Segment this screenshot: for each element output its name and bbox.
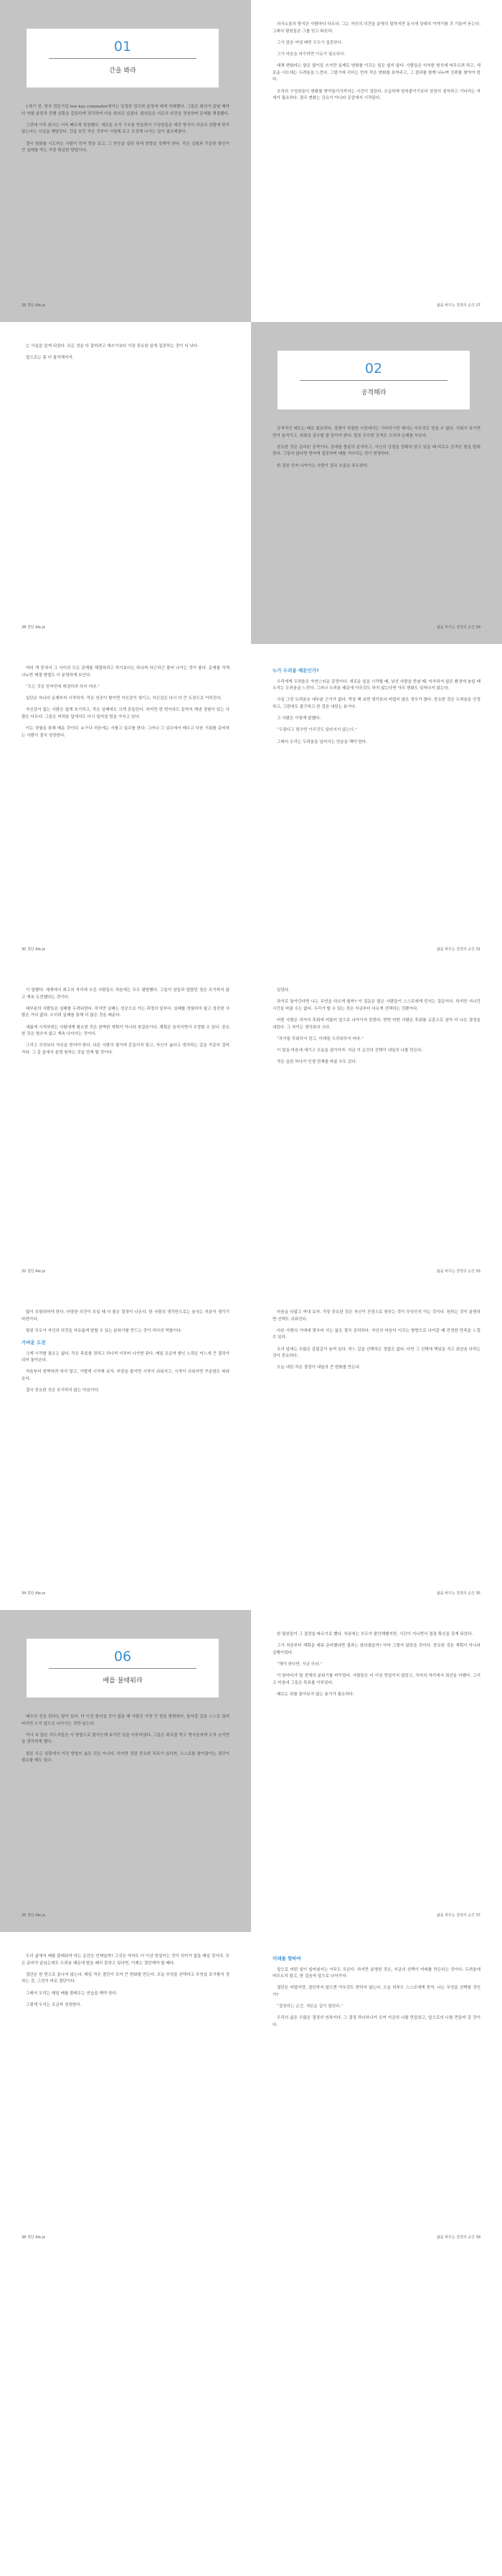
page-body — [22, 666, 229, 744]
chapter-title: 배를 불태워라 — [103, 1677, 143, 1685]
chapter-number: 01 — [113, 39, 132, 55]
chapter-title: 간을 봐라 — [109, 67, 136, 75]
chapter-divider — [300, 380, 447, 381]
page-body — [22, 104, 229, 159]
paragraph: 오늘 내린 작은 결정이 내일의 큰 변화를 만든다. — [277, 1365, 361, 1370]
page-footer: 28 결단 Ale.jo — [22, 625, 46, 630]
paragraph: 우리의 삶은 수많은 결정의 연속이다. 그 결정 하나하나가 모여 지금의 나를 만들었고, 앞으로의 나를 만들어 갈 것이다. — [273, 2016, 480, 2027]
page-31 — [251, 644, 502, 966]
paragraph: 때로는 뒤를 돌아보지 않는 용기가 필요하다. — [277, 1692, 354, 1697]
paragraph: 우리 삶에서 배를 불태워야 하는 순간은 언제일까? 그것은 아마도 더 이상 망설이는 것이 의미가 없을 때일 것이다. 모든 준비가 끝났는데도 두려움 때문에 발을 떼지 못하고 있다면, 이제는 결단해야 할 때다. — [22, 1954, 229, 1966]
page-body — [273, 1310, 480, 1377]
page-body — [273, 426, 480, 475]
paragraph: 이 말을 마음에 새기고 오늘을 살아가자. 지금 이 순간의 선택이 내일의 나를 만든다. — [277, 1048, 423, 1053]
paragraph: 결단은 어렵지만, 결단하지 않으면 아무것도 변하지 않는다. 오늘 하루도 스스로에게 묻자. 나는 무엇을 선택할 것인가? — [273, 1986, 480, 1997]
page-30 — [0, 644, 251, 966]
page-footer: 36 결단 Ale.jo — [22, 1913, 46, 1918]
paragraph: 우리에게 두려움은 자연스러운 감정이다. 새로운 일을 시작할 때, 낯선 사람을 만날 때, 익숙하지 않은 환경에 놓일 때 우리는 두려움을 느낀다. 그러나 두려움 때문에 아무것도 하지 않는다면 아무 변화도 일어나지 않는다. — [273, 679, 480, 691]
paragraph: 의사소통의 방식은 사람마다 다르다. 그는 자신의 의견을 분명히 말하지만 동시에 상대의 이야기를 귀 기울여 듣는다. 그래서 팀원들은 그를 믿고 따른다. — [273, 22, 480, 34]
paragraph: 그래서 우리는 매일 배를 불태우는 연습을 해야 한다. — [26, 1991, 118, 1996]
page-28 — [0, 322, 251, 644]
page-32 — [0, 966, 251, 1288]
page-33 — [251, 966, 502, 1288]
paragraph: 이는 경험을 통해 배운 것이다. 누구나 처음에는 서툴고 실수를 한다. 그러나 그 실수에서 배우고 다음 기회를 준비하는 사람이 결국 성장한다. — [22, 726, 229, 738]
paragraph: 처음부터 완벽하려 하지 말고, 가볍게 시작해 보자. 부담을 줄이면 시작이 쉬워지고, 시작이 쉬워지면 꾸준함도 따라온다. — [22, 1370, 229, 1381]
page-26 — [0, 0, 251, 322]
paragraph: 그가 말을 꺼낼 때면 모두가 집중한다. — [277, 40, 343, 45]
page-footer: 삶을 바꾸는 결정의 순간 27 — [436, 303, 480, 308]
page-footer: 삶을 바꾸는 결정의 순간 31 — [436, 947, 480, 952]
paragraph: 한 걸음 먼저 나아가는 사람이 결국 흐름을 주도한다. — [277, 463, 369, 468]
paragraph: 그렇게 우리는 조금씩 성장한다. — [26, 2002, 82, 2007]
paragraph: 물론 모든 상황에서 이런 방법이 옳은 것은 아니다. 하지만 정말 중요한 목표가 있다면, 스스로를 몰아붙이는 결단이 필요할 때도 있다. — [22, 1751, 229, 1763]
paragraph: 여러 개 뭉쳐서 그 사이의 모든 관계를 해결하려고 하기보다는 하나씩 차근차근 풀어 나가는 것이 좋다. 문제를 작게 나누면 해결 방법도 더 분명하게 보인다. — [22, 666, 229, 678]
page-body — [273, 666, 480, 751]
paragraph: 우리 앞에는 수많은 갈림길이 놓여 있다. 어느 길을 선택하든 정답은 없다. 다만 그 선택에 책임을 지고 최선을 다하는 것이 중요하다. — [273, 1347, 480, 1359]
page-41-blank — [251, 2254, 502, 2576]
page-footer: 삶을 바꾸는 결정의 순간 35 — [436, 1591, 480, 1596]
paragraph: 앞으로는 좀 더 솔직해지자. — [26, 356, 74, 361]
page-footer: 삶을 바꾸는 결정의 순간 37 — [436, 1913, 480, 1918]
page-footer: 30 결단 Ale.jo — [22, 947, 46, 952]
page-body — [22, 1714, 229, 1769]
paragraph: 그리고 무엇보다 자신을 믿어야 한다. 다른 사람의 평가에 흔들리지 말고, 자신이 옳다고 생각하는 길을 꾸준히 걸어가라. 그 길 끝에서 분명 원하는 것을 얻게 될 것이다. — [22, 1043, 229, 1055]
paragraph: 결국 변화를 시도하는 사람이 먼저 맛을 보고, 그 반응을 살핀 뒤에 방향을 정해야 한다. 작은 실험과 꾸준한 확인이 큰 실패를 막는 가장 확실한 방법이다. — [22, 141, 229, 153]
page-40-blank — [0, 2254, 251, 2576]
paragraph: 마음을 다잡고 꺼내 보자. 가장 중요한 것은 자신이 진정으로 원하는 것이 무엇인지 아는 것이다. 원하는 것이 분명하면 선택도 쉬워진다. — [273, 1310, 480, 1322]
paragraph: 이 말했다. 세계에서 최고의 자리에 오른 사람들도 처음에는 모두 평범했다. 그들이 남들과 달랐던 점은 포기하지 않고 계속 도전했다는 것이다. — [22, 988, 229, 1000]
page-footer: 삶을 바꾸는 결정의 순간 39 — [436, 2235, 480, 2240]
paragraph: 새롭게 시작하려는 사람에게 필요한 것은 완벽한 계획이 아니라 첫걸음이다. 계획은 움직이면서 수정할 수 있다. 중요한 것은 멈추지 않고 계속 나아가는 것이다. — [22, 1025, 229, 1037]
paragraph: 작은 습관 하나가 인생 전체를 바꿀 수도 있다. — [277, 1060, 357, 1065]
paragraph: 어떤 사람은 과거의 후회에 머물러 앞으로 나아가지 못한다. 반면 어떤 사람은 후회를 교훈으로 삼아 더 나은 결정을 내린다. 그 차이는 생각보다 크다. — [273, 1018, 480, 1030]
paragraph: 조직의 구성원들이 변화를 받아들이기까지는 시간이 걸린다. 조급하게 밀어붙이기보다 천천히 설득하고 기다리는 자세가 필요하다. 결국 변화는 강요가 아니라 공감에서 시작된다. — [273, 89, 480, 101]
page-footer: 삶을 바꾸는 결정의 순간 29 — [436, 625, 480, 630]
paragraph: 이 한마디가 팀 전체의 분위기를 바꾸었다. 사람들은 더 이상 망설이지 않았고, 각자의 자리에서 최선을 다했다. 그리고 마침내 그들은 목표를 이루었다. — [273, 1674, 480, 1685]
paragraph: 과거로 돌아간다면 나는 무엇을 다르게 할까? 이 질문은 많은 사람들이 스스로에게 던지는 질문이다. 하지만 지나간 시간을 바꿀 수는 없다. 우리가 할 수 있는 것은 지금부터 다르게 선택하는 것뿐이다. — [273, 1000, 480, 1011]
paragraph: 한 팀원들이 그 결정을 따르기로 했다. 처음에는 모두가 불안해했지만, 시간이 지나면서 점점 확신을 갖게 되었다. — [277, 1632, 473, 1637]
page-38 — [0, 1932, 251, 2254]
chapter-title: 공격해라 — [361, 389, 387, 397]
paragraph: 대부분의 사람들은 실패를 두려워한다. 하지만 실패는 성공으로 가는 과정의 일부다. 실패를 경험하지 않고 성공한 사람은 거의 없다. 오히려 실패를 통해 더 많은 것을 배운다. — [22, 1006, 229, 1018]
paragraph: 대체 변화라는 말은 많이들 쓰지만 실제로 변화를 이끄는 일은 쉽지 않다. 사람들은 익숙한 방식에 머무르려 하고, 새로운 시도에는 두려움을 느낀다. 그렇기에 리더는 먼저 작은 변화를 보여주고, 그 결과를 함께 나누며 신뢰를 쌓아야 한다. — [273, 64, 480, 82]
page-footer: 32 결단 Ale.jo — [22, 1269, 46, 1274]
page-footer: 26 결단 Ale.jo — [22, 303, 46, 308]
paragraph: 그 사람은 이렇게 말했다. — [277, 716, 321, 721]
chapter-card — [278, 351, 470, 409]
page-body — [22, 344, 229, 366]
page-36 — [0, 1610, 251, 1932]
paragraph: 배수의 진을 친다는 말이 있다. 더 이상 물러설 곳이 없을 때 사람은 가장 큰 힘을 발휘한다. 돌아갈 길을 스스로 끊어 버리면 오직 앞으로 나아가는 것만 남는다. — [22, 1715, 229, 1726]
paragraph: 그가 마음을 바꾸려면 이유가 필요하다. — [277, 52, 346, 57]
page-37 — [251, 1610, 502, 1932]
page-footer: 38 결단 Ale.jo — [22, 2235, 46, 2240]
page-body — [273, 988, 480, 1071]
paragraph: 그런데 이후 회사는 더욱 빠르게 성장했다. 새로운 조직 구조를 만들면서 구성원들은 예전 방식이 지금의 상황에 맞지 않는다는 사실을 깨달았다. 간을 보듯 작은 것부터 시험해 보고 조정해 나가는 일이 필요해졌다. — [22, 123, 229, 135]
chapter-card — [27, 29, 219, 87]
page-29 — [251, 322, 502, 644]
paragraph: “과거를 후회하지 말고, 미래를 두려워하지 마라.” — [277, 1036, 364, 1041]
section-heading: 가벼운 도전 — [22, 1339, 46, 1345]
page-footer: 34 결단 Ale.jo — [22, 1591, 46, 1596]
paragraph: 앞으로 어떤 일이 일어날지는 아무도 모른다. 하지만 분명한 것은, 지금의 선택이 미래를 만든다는 것이다. 두려움에 머무르지 말고, 한 걸음씩 앞으로 나아가자. — [273, 1967, 480, 1979]
paragraph: 그가 처음부터 계획을 세워 준비했다면 결과는 달라졌을까? 아마 그렇지 않았을 것이다. 중요한 것은 계획이 아니라 실행이었다. — [273, 1644, 480, 1655]
paragraph: 결단은 한 번으로 끝나지 않는다. 매일 작은 결단이 모여 큰 변화를 만든다. 오늘 무엇을 선택하고 무엇을 포기할지 정하는 것, 그것이 바로 결단이다. — [22, 1972, 229, 1984]
paragraph: 는 사실을 알게 되었다. 모든 것을 다 잘하려고 애쓰기보다 가장 중요한 일에 집중하는 것이 더 낫다. — [26, 344, 199, 349]
paragraph: 많이 포함되어야 한다. 다양한 의견이 모일 때 더 좋은 결정이 나온다. 한 사람의 생각만으로는 놓치는 부분이 생기기 마련이다. — [22, 1310, 229, 1322]
page-footer: 삶을 바꾸는 결정의 순간 33 — [436, 1269, 480, 1274]
section-heading: 미래를 향하여 — [273, 1956, 301, 1961]
page-body — [22, 1954, 229, 2014]
paragraph: 다른 사람의 기대에 맞추어 사는 삶은 결국 공허하다. 자신의 마음이 이끄는 방향으로 나아갈 때 진정한 만족을 느낄 수 있다. — [273, 1328, 480, 1340]
page-body — [22, 988, 229, 1061]
section-heading: 누가 두려움 때문인가? — [273, 668, 319, 673]
paragraph: “두렵다고 멈추면 아무것도 달라지지 않는다.” — [277, 728, 357, 733]
chapter-card — [27, 1639, 219, 1697]
page-27 — [251, 0, 502, 322]
paragraph: 역사 속 많은 지도자들은 이 방법으로 불가능해 보이던 일을 이루어냈다. 그들은 퇴로를 막고 병사들에게 오직 승리만을 생각하게 했다. — [22, 1733, 229, 1745]
page-35 — [251, 1288, 502, 1610]
chapter-divider — [49, 58, 196, 59]
paragraph: 자신감이 없는 사람은 쉽게 포기하고, 작은 실패에도 크게 흔들린다. 하지만 한 번이라도 끝까지 해낸 경험이 있는 사람은 다르다. 그들은 어려움 앞에서도 다시 일어설 힘을 가지고 있다. — [22, 708, 229, 719]
paragraph: 일단은 하나의 문제부터 시작하자. 작은 성공이 쌓이면 자신감이 생기고, 자신감은 다시 더 큰 도전으로 이어진다. — [26, 696, 222, 701]
page-34 — [0, 1288, 251, 1610]
page-39 — [251, 1932, 502, 2254]
paragraph: 사실 그런 두려움은 대부분 근거가 없다. 막상 해 보면 생각보다 어렵지 않은 경우가 많다. 중요한 것은 두려움을 인정하고, 그럼에도 불구하고 한 걸음 내딛는 용기다. — [273, 698, 480, 709]
paragraph: 그래서 우리는 두려움을 넘어서는 연습을 해야 한다. — [277, 739, 367, 744]
paragraph: 팀원 모두가 자신의 의견을 자유롭게 말할 수 있는 분위기를 만드는 것이 리더의 역할이다. — [26, 1328, 182, 1333]
chapter-number: 02 — [364, 361, 383, 377]
paragraph: 중요한 것은 준비된 공격이다. 상대를 충분히 분석하고, 자신의 강점을 정확히 알고 있을 때 비로소 공격은 힘을 발휘한다. 그렇지 않다면 방어에 집중하며 때를 기다리는 것이 현명하다. — [273, 445, 480, 457]
paragraph: 1세기 전, 영국 전문기업 low-key commuter에서는 일정한 업무와 운영에 대해 지배했다. 그들은 회의가 끝날 때마다 역할 분담과 진행 상황을 깔끔하게 정리하여 다음 회의로 넘겼다. 팀원들은 서로의 의견을 경청하며 문제를 해결했다. — [22, 105, 229, 116]
paragraph: 크게 시작할 필요는 없다. 작은 목표를 정하고 하나씩 이루어 나가면 된다. 매일 조금씩 쌓인 노력은 어느새 큰 결과가 되어 돌아온다. — [22, 1351, 229, 1363]
chapter-divider — [49, 1668, 196, 1669]
page-body — [22, 1310, 229, 1399]
page-body — [273, 22, 480, 107]
paragraph: 공격적인 태도는 때로 필요하다. 경쟁이 치열한 시장에서는 기다리기만 해서는 아무것도 얻을 수 없다. 기회가 보이면 먼저 움직이고, 위험을 감수할 줄 알아야 한다. 물론 무모한 공격은 오히려 손해를 부른다. — [273, 427, 480, 438]
paragraph: 있었다. — [277, 988, 290, 993]
paragraph: 결국 중요한 것은 포기하지 않는 마음이다. — [26, 1388, 100, 1393]
page-body — [273, 1954, 480, 2034]
paragraph: “해야 한다면, 지금 하라.” — [277, 1662, 323, 1667]
paragraph: “모든 것을 한꺼번에 해결하려 하지 마라.” — [26, 684, 100, 689]
page-body — [273, 1632, 480, 1703]
chapter-number: 06 — [113, 1649, 132, 1665]
paragraph: “결정하는 순간, 새로운 길이 열린다.” — [277, 2004, 344, 2009]
